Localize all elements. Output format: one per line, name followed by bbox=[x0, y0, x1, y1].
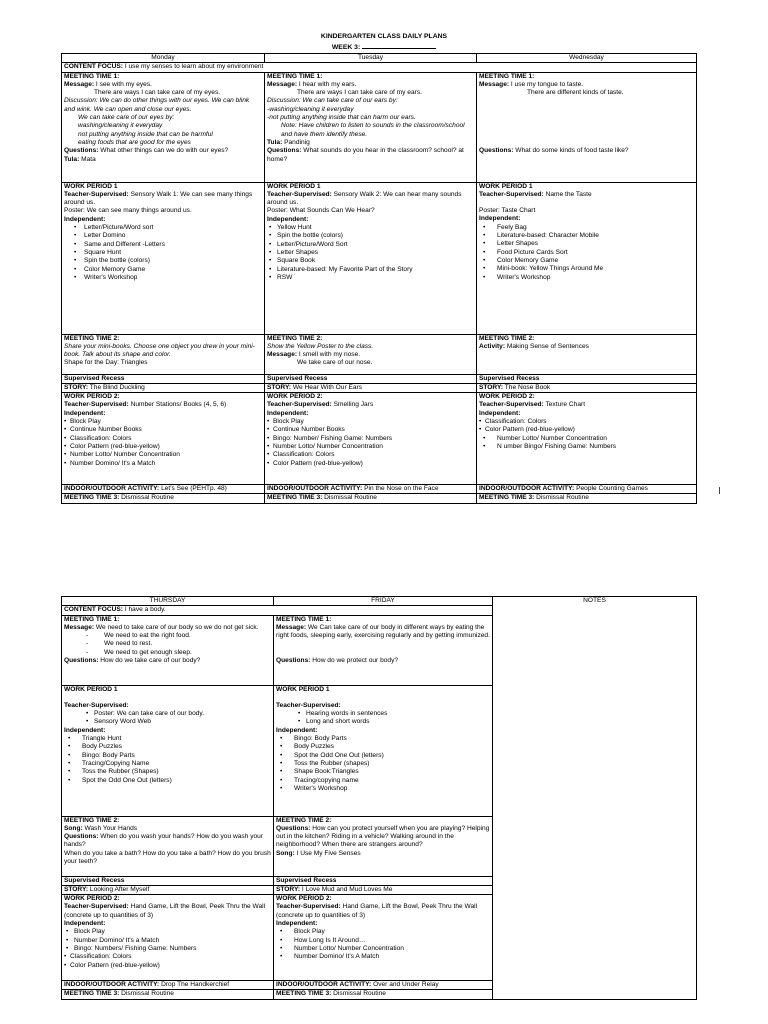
list-item: • Yellow Hunt bbox=[267, 224, 474, 232]
mt3-label: MEETING TIME 3: bbox=[479, 494, 535, 502]
friday-work-period-2 bbox=[274, 895, 493, 981]
io-label: INDOOR/OUTDOOR ACTIVITY: bbox=[64, 485, 160, 493]
tuesday-message: I hear with my ears. bbox=[298, 80, 357, 88]
tuesday-poster: Poster: What Sounds Can We Hear? bbox=[267, 207, 375, 215]
content-focus-row bbox=[62, 63, 697, 72]
questions-label: Questions: bbox=[276, 657, 311, 665]
wednesday-poster: Poster: Taste Chart bbox=[479, 207, 536, 215]
content-focus-label: CONTENT FOCUS: bbox=[64, 63, 123, 71]
thursday-work-period-1 bbox=[62, 685, 274, 816]
wednesday-io: People Counting Games bbox=[576, 485, 648, 493]
wednesday-questions: What do some kinds of food taste like? bbox=[515, 147, 629, 155]
thursday-indoor-outdoor bbox=[62, 981, 274, 990]
mt2-label: MEETING TIME 2: bbox=[479, 334, 535, 342]
list-item: • Same and Different -Letters bbox=[64, 241, 262, 249]
questions-label: Questions: bbox=[64, 147, 99, 155]
questions-label: Questions: bbox=[64, 833, 99, 841]
activity-label: Activity: bbox=[479, 342, 506, 350]
story-label: STORY: bbox=[267, 383, 292, 391]
list-item: • Bingo: Body Parts bbox=[64, 752, 271, 760]
tuesday-meeting-time-1 bbox=[265, 72, 477, 182]
monday-recess bbox=[62, 374, 265, 383]
list-item: • Number Lotto/ Number Concentration bbox=[267, 443, 474, 451]
monday-independent-list bbox=[64, 224, 262, 282]
thursday-questions-2: When do you wash your hands? How do you wash your hands? bbox=[64, 833, 264, 849]
plan-table-page2 bbox=[61, 596, 697, 1000]
friday-ts-list bbox=[276, 710, 490, 727]
story-label: STORY: bbox=[64, 383, 89, 391]
wednesday-ts2: Texture Chart bbox=[545, 401, 586, 409]
ts-label: Teacher-Supervised: bbox=[267, 401, 332, 409]
tuesday-recess bbox=[265, 374, 477, 383]
story-label: STORY: bbox=[479, 383, 504, 391]
tuesday-note: Note: Have children to listen to sounds in the classroom/school and have them identify these. bbox=[281, 122, 465, 138]
story-label: STORY: bbox=[276, 885, 301, 893]
mt3-label: MEETING TIME 3: bbox=[64, 990, 120, 998]
mt2-label: MEETING TIME 2: bbox=[267, 334, 323, 342]
thursday-meeting-time-1 bbox=[62, 615, 274, 685]
friday-work-period-1 bbox=[274, 685, 493, 816]
day-header-friday: FRIDAY bbox=[274, 597, 493, 606]
thursday-meeting-time-3 bbox=[62, 990, 274, 999]
notes-column bbox=[493, 597, 697, 1000]
monday-mt2-b: Shape for the Day: Triangles bbox=[64, 359, 148, 367]
thursday-ts-list bbox=[64, 710, 271, 727]
friday-independent2-list bbox=[276, 928, 490, 961]
tuesday-questions: What sounds do you hear in the classroom? school? at home? bbox=[267, 147, 464, 163]
message-label: Message: bbox=[64, 80, 95, 88]
week-label-text: WEEK 3: bbox=[331, 44, 361, 51]
tuesday-mt2-b: I smell with my nose. bbox=[298, 351, 361, 359]
tuesday-message-2: There are ways I can take care of my ears. bbox=[297, 89, 422, 97]
thursday-work-period-2 bbox=[62, 895, 274, 981]
list-item: • Mini-book: Yellow Things Around Me bbox=[479, 265, 694, 273]
wp2-label: WORK PERIOD 2: bbox=[64, 393, 120, 401]
ts-label: Teacher-Supervised: bbox=[64, 401, 129, 409]
list-item: • RSW bbox=[267, 274, 474, 282]
list-item: • Toss the Rubber (shapes) bbox=[276, 760, 490, 768]
list-item: • Tracing/Copying Name bbox=[64, 760, 271, 768]
wp2-label: WORK PERIOD 2: bbox=[64, 895, 120, 903]
recess-label: Supervised Recess bbox=[479, 374, 540, 382]
thursday-song: Wash Your Hands bbox=[84, 824, 138, 832]
tuesday-work-period-1 bbox=[265, 182, 477, 334]
content-focus-text-2: I have a body. bbox=[124, 606, 166, 614]
monday-message-2: There are ways I can take care of my eyes. bbox=[94, 89, 221, 97]
friday-song: I Use My Five Senses bbox=[296, 849, 361, 857]
independent-label: Independent: bbox=[64, 920, 106, 928]
list-item: • Bingo: Number/ Fishing Game: Numbers bbox=[267, 435, 474, 443]
list-item: • Color Memory Game bbox=[479, 257, 694, 265]
independent-label: Independent: bbox=[64, 409, 106, 417]
wednesday-ts: Name the Taste bbox=[545, 190, 592, 198]
io-label: INDOOR/OUTDOOR ACTIVITY: bbox=[267, 485, 363, 493]
tuesday-ts: Sensory Walk 2: We can hear many sounds around us. bbox=[267, 190, 462, 207]
list-item: • Continue Number Books bbox=[267, 426, 474, 434]
questions-label: Questions: bbox=[64, 657, 99, 665]
list-item: • Color Pattern (red-blue-yellow) bbox=[267, 460, 474, 468]
list-item: • Color Pattern (red-blue-yellow) bbox=[64, 962, 271, 970]
recess-label: Supervised Recess bbox=[267, 374, 328, 382]
tuesday-io: Pin the Nose on the Face bbox=[364, 485, 439, 493]
recess-label: Supervised Recess bbox=[64, 374, 125, 382]
list-item: • Square Book bbox=[267, 257, 474, 265]
ts-label: Teacher-Supervised: bbox=[276, 903, 341, 911]
monday-meeting-time-2 bbox=[62, 334, 265, 374]
content-focus-label: CONTENT FOCUS: bbox=[64, 606, 123, 614]
friday-story bbox=[274, 885, 493, 894]
thursday-story bbox=[62, 885, 274, 894]
monday-questions: What other things can we do with our eyes? bbox=[100, 147, 229, 155]
mt1-label: MEETING TIME 1: bbox=[276, 615, 332, 623]
list-item: • Color Memory Game bbox=[64, 266, 262, 274]
list-item: • How Long Is It Around… bbox=[276, 937, 490, 945]
list-item: • Letter Shapes bbox=[479, 240, 694, 248]
list-item: • Food Picture Cards Sort bbox=[479, 249, 694, 257]
list-item: • Spin the bottle (colors) bbox=[267, 232, 474, 240]
monday-care-4: eating foods that are good for the eyes bbox=[78, 138, 191, 146]
independent-label: Independent: bbox=[479, 409, 521, 417]
ts-label: Teacher-Supervised: bbox=[479, 401, 544, 409]
monday-indoor-outdoor bbox=[62, 485, 265, 494]
message-label: Message: bbox=[64, 623, 95, 631]
mt3-label: MEETING TIME 3: bbox=[276, 990, 332, 998]
wednesday-story-text: The Nose Book bbox=[504, 383, 551, 391]
list-item: • Bingo: Numbers/ Fishing Game: Numbers bbox=[64, 945, 271, 953]
wednesday-message-2: There are different kinds of taste. bbox=[527, 89, 624, 97]
monday-ts: Sensory Walk 1: We can see many things around us. bbox=[64, 190, 253, 207]
friday-message: We Can take care of our body in different ways by eating the right foods, sleeping early, exercising regularly and by getting immunized. bbox=[276, 623, 490, 640]
questions-label: Questions: bbox=[479, 147, 514, 155]
song-label: Song: bbox=[64, 824, 83, 832]
list-item: • Hearing words in sentences bbox=[276, 710, 490, 718]
list-item: • Square Hunt bbox=[64, 249, 262, 257]
list-item: • N umber Bingo/ Fishing Game: Numbers bbox=[479, 443, 694, 451]
list-item: • Letter/Picture/Word Sort bbox=[267, 241, 474, 249]
list-item: • Literature-based: My Favorite Part of the Story bbox=[267, 266, 474, 274]
wednesday-activity: Making Sense of Sentences bbox=[506, 342, 589, 350]
friday-meeting-time-1 bbox=[274, 615, 493, 685]
monday-story bbox=[62, 383, 265, 392]
monday-care-1: We can take care of our eyes by: bbox=[78, 114, 175, 122]
wednesday-indoor-outdoor bbox=[477, 485, 697, 494]
recess-label: Supervised Recess bbox=[64, 876, 125, 884]
wednesday-recess bbox=[477, 374, 697, 383]
list-item: • Spot the Odd One Out (letters) bbox=[276, 752, 490, 760]
thursday-message: We need to take care of our body so we do not get sick. bbox=[95, 623, 259, 631]
list-item: • Classification: Colors bbox=[64, 953, 271, 961]
list-item: • Letter Shapes bbox=[267, 249, 474, 257]
monday-poster: Poster: We can see many things around us. bbox=[64, 207, 192, 215]
story-label: STORY: bbox=[64, 885, 89, 893]
monday-work-period-2 bbox=[62, 393, 265, 485]
friday-indoor-outdoor bbox=[274, 981, 493, 990]
list-item: • Triangle Hunt bbox=[64, 735, 271, 743]
monday-care-3: not putting anything inside that can be harmful bbox=[78, 130, 213, 138]
mt2-label: MEETING TIME 2: bbox=[64, 816, 120, 824]
friday-story-text: I Love Mud and Mud Loves Me bbox=[301, 885, 393, 893]
mt3-label: MEETING TIME 3: bbox=[64, 494, 120, 502]
friday-io: Over and Under Relay bbox=[373, 981, 439, 989]
independent-label: Independent: bbox=[276, 920, 318, 928]
list-item: • Continue Number Books bbox=[64, 426, 262, 434]
friday-recess bbox=[274, 876, 493, 885]
independent-label: Independent: bbox=[276, 726, 318, 734]
list-item: • Classification: Colors bbox=[64, 435, 262, 443]
thursday-independent2-list bbox=[64, 928, 271, 953]
day-header-wednesday: Wednesday bbox=[477, 54, 697, 63]
monday-discussion: Discussion: We can do other things with our eyes. We can blink and wink. We can open and close our eyes. bbox=[64, 97, 250, 113]
thursday-questions: How do we take care of our body? bbox=[100, 657, 201, 665]
message-label: Message: bbox=[267, 351, 298, 359]
tuesday-mt2-c: We take care of our nose. bbox=[297, 359, 373, 367]
friday-independent-list bbox=[276, 735, 490, 793]
list-item: • Long and short words bbox=[276, 718, 490, 726]
list-item: - We need to eat the right food. bbox=[64, 632, 271, 640]
thursday-mt3: Dismissal Routine bbox=[121, 990, 174, 998]
tula-label: Tula: bbox=[64, 155, 80, 163]
friday-questions-2: How can you protect yourself when you are playing? Helping out in the kitchen? Riding in a vehicle? Walking around in the neighborhood? When there are strangers around? bbox=[276, 824, 490, 849]
day-header-tuesday: Tuesday bbox=[265, 54, 477, 63]
wp1-label: WORK PERIOD 1 bbox=[64, 182, 118, 190]
friday-mt3: Dismissal Routine bbox=[333, 990, 386, 998]
wednesday-work-period-2 bbox=[477, 393, 697, 485]
list-item: • Literature-based: Character Mobile bbox=[479, 232, 694, 240]
wednesday-independent2-list bbox=[479, 418, 694, 435]
questions-label: Questions: bbox=[267, 147, 302, 155]
ts-label: Teacher-Supervised: bbox=[479, 190, 544, 198]
list-item: • Color Pattern (red-blue-yellow) bbox=[479, 426, 694, 434]
list-item: • Number Lotto/ Number Concentration bbox=[64, 451, 262, 459]
ts-label: Teacher-Supervised: bbox=[64, 701, 129, 709]
wp1-label: WORK PERIOD 1 bbox=[479, 182, 533, 190]
io-label: INDOOR/OUTDOOR ACTIVITY: bbox=[64, 981, 160, 989]
content-focus-row-2 bbox=[62, 606, 493, 615]
tuesday-discussion-1: -washing/cleaning it everyday bbox=[267, 105, 354, 113]
thursday-meeting-time-2 bbox=[62, 816, 274, 876]
monday-ts2: Number Stations/ Books (4, 5, 6) bbox=[130, 401, 227, 409]
list-item: • Block Play bbox=[267, 418, 474, 426]
list-item: • Block Play bbox=[276, 928, 490, 936]
notes-header: NOTES bbox=[583, 597, 606, 604]
day-header-monday: Monday bbox=[62, 54, 265, 63]
thursday-io: Drop The Handkerchief bbox=[161, 981, 230, 989]
list-item: • Toss the Rubber (Shapes) bbox=[64, 768, 271, 776]
list-item: • Shape Book:Triangles bbox=[276, 768, 490, 776]
tuesday-mt3: Dismissal Routine bbox=[324, 494, 377, 502]
document-title: KINDERGARTEN CLASS DAILY PLANS bbox=[320, 33, 448, 40]
friday-questions: How do we protect our body? bbox=[312, 657, 399, 665]
friday-meeting-time-3 bbox=[274, 990, 493, 999]
list-item: • Feely Bag bbox=[479, 224, 694, 232]
list-item: • Writer's Workshop bbox=[479, 274, 694, 282]
list-item: • Color Pattern (red-blue-yellow) bbox=[64, 443, 262, 451]
io-label: INDOOR/OUTDOOR ACTIVITY: bbox=[479, 485, 575, 493]
thursday-independent-list bbox=[64, 735, 271, 785]
tuesday-discussion-2: -not putting anything inside that can harm our ears. bbox=[267, 114, 416, 122]
ts-label: Teacher-Supervised: bbox=[276, 701, 341, 709]
mt2-label: MEETING TIME 2: bbox=[276, 816, 332, 824]
week-label bbox=[0, 42, 768, 52]
tuesday-mt2-a: Show the Yellow Poster to the class. bbox=[267, 342, 374, 350]
tuesday-story bbox=[265, 383, 477, 392]
monday-meeting-time-1 bbox=[62, 72, 265, 182]
week-blank-line bbox=[362, 42, 436, 49]
thursday-independent2-list-b bbox=[64, 953, 271, 970]
wednesday-independent-list bbox=[479, 224, 694, 282]
list-item: • Spot the Odd One Out (letters) bbox=[64, 777, 271, 785]
tuesday-discussion: Discussion: We can take care of our ears by: bbox=[267, 97, 398, 105]
list-item: • Writer's Workshop bbox=[64, 274, 262, 282]
recess-label: Supervised Recess bbox=[276, 876, 337, 884]
thursday-story-text: Looking After Myself bbox=[89, 885, 150, 893]
list-item: • Body Puzzles bbox=[276, 743, 490, 751]
list-item: • Block Play bbox=[64, 928, 271, 936]
message-label: Message: bbox=[479, 80, 510, 88]
thursday-dash-list bbox=[64, 632, 271, 657]
list-item: • Number Domino/ It's A Match bbox=[276, 953, 490, 961]
wednesday-meeting-time-3 bbox=[477, 494, 697, 503]
list-item: - We need to rest. bbox=[64, 640, 271, 648]
list-item: • Block Play bbox=[64, 418, 262, 426]
tuesday-meeting-time-2 bbox=[265, 334, 477, 374]
monday-meeting-time-3 bbox=[62, 494, 265, 503]
list-item: • Body Puzzles bbox=[64, 743, 271, 751]
tuesday-independent-list bbox=[267, 224, 474, 282]
list-item: • Number Lotto/ Number Concentration bbox=[276, 945, 490, 953]
list-item: • Letter/Picture/Word sort bbox=[64, 224, 262, 232]
tuesday-independent2-list bbox=[267, 418, 474, 468]
independent-label: Independent: bbox=[479, 215, 521, 223]
content-focus-text: I use my senses to learn about my environment bbox=[124, 63, 264, 71]
list-item: • Writer's Workshop bbox=[276, 785, 490, 793]
wednesday-mt3: Dismissal Routine bbox=[536, 494, 589, 502]
wednesday-meeting-time-2 bbox=[477, 334, 697, 374]
wednesday-independent2-list-b bbox=[479, 435, 694, 452]
wp2-label: WORK PERIOD 2: bbox=[267, 393, 323, 401]
questions-label: Questions: bbox=[276, 824, 311, 832]
wp1-label: WORK PERIOD 1 bbox=[276, 685, 330, 693]
ts-label: Teacher-Supervised: bbox=[64, 903, 129, 911]
list-item: • Number Domino/ It's a Match bbox=[64, 460, 262, 468]
mt1-label: MEETING TIME 1: bbox=[267, 72, 323, 80]
independent-label: Independent: bbox=[64, 215, 106, 223]
monday-independent2-list bbox=[64, 418, 262, 468]
ts-label: Teacher-Supervised: bbox=[267, 190, 332, 198]
wednesday-story bbox=[477, 383, 697, 392]
wednesday-work-period-1 bbox=[477, 182, 697, 334]
day-header-thursday: THURSDAY bbox=[62, 597, 274, 606]
ts-label: Teacher-Supervised: bbox=[64, 190, 129, 198]
monday-story-text: The Blind Duckling bbox=[89, 383, 145, 391]
independent-label: Independent: bbox=[267, 215, 309, 223]
tuesday-tula: Pandinig bbox=[284, 138, 310, 146]
wednesday-message: I use my tongue to taste. bbox=[510, 80, 584, 88]
monday-mt3: Dismissal Routine bbox=[121, 494, 174, 502]
tuesday-ts2: Smelling Jars bbox=[333, 401, 374, 409]
tula-label: Tula: bbox=[267, 138, 283, 146]
independent-label: Independent: bbox=[64, 726, 106, 734]
monday-tula: Mata bbox=[81, 155, 96, 163]
tuesday-meeting-time-3 bbox=[265, 494, 477, 503]
list-item: • Classification: Colors bbox=[479, 418, 694, 426]
song-label: Song: bbox=[276, 849, 295, 857]
wp1-label: WORK PERIOD 1 bbox=[267, 182, 321, 190]
tuesday-indoor-outdoor bbox=[265, 485, 477, 494]
list-item: • Letter Domino bbox=[64, 232, 262, 240]
io-label: INDOOR/OUTDOOR ACTIVITY: bbox=[276, 981, 372, 989]
message-label: Message: bbox=[276, 623, 307, 631]
monday-message: I see with my eyes. bbox=[95, 80, 152, 88]
monday-io: Let's See (PEHTp. 48) bbox=[161, 485, 227, 493]
margin-mark bbox=[719, 487, 720, 494]
list-item: - We need to get enough sleep. bbox=[64, 649, 271, 657]
monday-mt2-a: Share your mini-books. Choose one object you drew in your mini-book. Talk about its shape and color. bbox=[64, 342, 255, 359]
mt3-label: MEETING TIME 3: bbox=[267, 494, 323, 502]
list-item: • Tracing/copying name bbox=[276, 777, 490, 785]
wednesday-meeting-time-1 bbox=[477, 72, 697, 182]
tuesday-story-text: We Hear With Our Ears bbox=[292, 383, 363, 391]
list-item: • Spin the bottle (colors) bbox=[64, 257, 262, 265]
mt2-label: MEETING TIME 2: bbox=[64, 334, 120, 342]
list-item: • Poster: We can take care of our body. bbox=[64, 710, 271, 718]
message-label: Message: bbox=[267, 80, 298, 88]
monday-care-2: washing/cleaning it everyday bbox=[78, 122, 163, 130]
thursday-recess bbox=[62, 876, 274, 885]
tuesday-work-period-2 bbox=[265, 393, 477, 485]
wp1-label: WORK PERIOD 1 bbox=[64, 685, 118, 693]
independent-label: Independent: bbox=[267, 409, 309, 417]
thursday-questions-2b: When do you take a bath? How do you take a bath? How do you brush your teeth? bbox=[64, 849, 271, 866]
mt1-label: MEETING TIME 1: bbox=[479, 72, 535, 80]
list-item: • Bingo: Body Parts bbox=[276, 735, 490, 743]
list-item: • Sensory Word Web bbox=[64, 718, 271, 726]
list-item: • Classification: Colors bbox=[267, 451, 474, 459]
plan-table-page1 bbox=[61, 53, 697, 504]
monday-work-period-1 bbox=[62, 182, 265, 334]
friday-ts2: Hand Game, Lift the Bowl, Peek Thru the Wall (concrete up to quantities of 3) bbox=[276, 903, 478, 919]
mt1-label: MEETING TIME 1: bbox=[64, 72, 120, 80]
friday-meeting-time-2 bbox=[274, 816, 493, 876]
mt1-label: MEETING TIME 1: bbox=[64, 615, 120, 623]
list-item: • Number Domino/ It's a Match bbox=[64, 937, 271, 945]
wp2-label: WORK PERIOD 2: bbox=[479, 393, 535, 401]
thursday-ts2: Hand Game, Lift the Bowl, Peek Thru the Wall (concrete up to quantities of 3) bbox=[64, 903, 266, 919]
wp2-label: WORK PERIOD 2: bbox=[276, 895, 332, 903]
list-item: • Number Lotto/ Number Concentration bbox=[479, 435, 694, 443]
